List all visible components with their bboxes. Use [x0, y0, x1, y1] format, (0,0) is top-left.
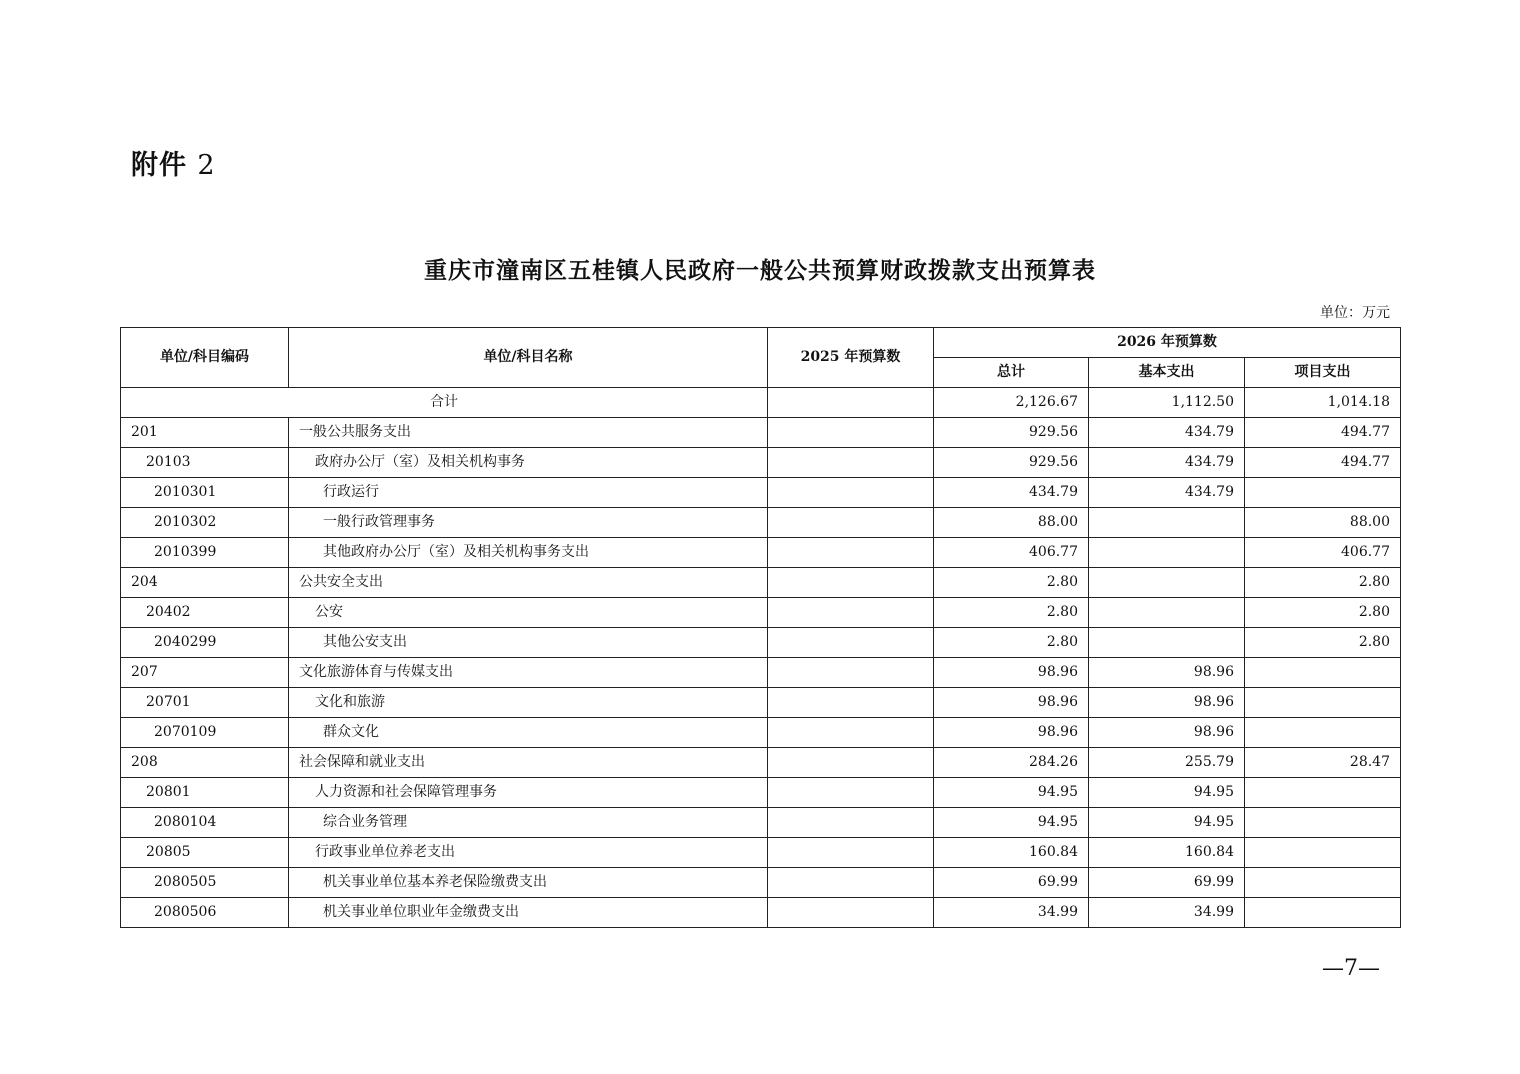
cell-project [1245, 808, 1401, 838]
cell-name: 群众文化 [289, 718, 768, 748]
cell-basic: 434.79 [1089, 418, 1245, 448]
cell-project: 494.77 [1245, 418, 1401, 448]
cell-project: 2.80 [1245, 598, 1401, 628]
cell-total: 69.99 [934, 868, 1089, 898]
cell-code: 2080505 [121, 868, 289, 898]
cell-basic: 94.95 [1089, 778, 1245, 808]
cell-project [1245, 868, 1401, 898]
header-2025: 2025 年预算数 [768, 328, 934, 388]
cell-2025 [768, 778, 934, 808]
cell-basic: 98.96 [1089, 658, 1245, 688]
cell-code: 2080104 [121, 808, 289, 838]
cell-project [1245, 718, 1401, 748]
cell-name: 综合业务管理 [289, 808, 768, 838]
cell-total: 34.99 [934, 898, 1089, 928]
cell-code: 2010301 [121, 478, 289, 508]
table-row [121, 898, 1401, 928]
cell-basic: 434.79 [1089, 478, 1245, 508]
cell-total: 98.96 [934, 658, 1089, 688]
table-row [121, 598, 1401, 628]
total-row [121, 388, 1401, 418]
page-number: —7— [1322, 956, 1380, 981]
table-row [121, 568, 1401, 598]
cell-basic [1089, 568, 1245, 598]
cell-basic: 434.79 [1089, 448, 1245, 478]
cell-basic [1089, 628, 1245, 658]
cell-total: 929.56 [934, 448, 1089, 478]
cell-2025 [768, 568, 934, 598]
total-total: 2,126.67 [934, 388, 1089, 418]
cell-basic: 160.84 [1089, 838, 1245, 868]
cell-2025 [768, 808, 934, 838]
table-row [121, 748, 1401, 778]
cell-code: 2070109 [121, 718, 289, 748]
cell-total: 434.79 [934, 478, 1089, 508]
cell-2025 [768, 748, 934, 778]
cell-2025 [768, 688, 934, 718]
header-total: 总计 [934, 358, 1089, 388]
cell-project: 494.77 [1245, 448, 1401, 478]
cell-total: 98.96 [934, 688, 1089, 718]
cell-code: 2080506 [121, 898, 289, 928]
total-label: 合计 [121, 388, 768, 418]
cell-project: 28.47 [1245, 748, 1401, 778]
cell-code: 20701 [121, 688, 289, 718]
header-name: 单位/科目名称 [289, 328, 768, 388]
cell-name: 人力资源和社会保障管理事务 [289, 778, 768, 808]
cell-project [1245, 778, 1401, 808]
cell-code: 20805 [121, 838, 289, 868]
attachment-text: 附件 [131, 150, 187, 181]
cell-code: 20801 [121, 778, 289, 808]
cell-total: 160.84 [934, 838, 1089, 868]
cell-project [1245, 838, 1401, 868]
cell-2025 [768, 508, 934, 538]
attachment-number: 2 [197, 150, 216, 181]
cell-2025 [768, 538, 934, 568]
table-row [121, 418, 1401, 448]
cell-project [1245, 478, 1401, 508]
table-row [121, 538, 1401, 568]
cell-code: 208 [121, 748, 289, 778]
cell-basic: 94.95 [1089, 808, 1245, 838]
cell-2025 [768, 658, 934, 688]
cell-2025 [768, 898, 934, 928]
table-row [121, 448, 1401, 478]
cell-name: 政府办公厅（室）及相关机构事务 [289, 448, 768, 478]
cell-2025 [768, 868, 934, 898]
cell-code: 20402 [121, 598, 289, 628]
total-2025 [768, 388, 934, 418]
cell-name: 一般公共服务支出 [289, 418, 768, 448]
cell-name: 公安 [289, 598, 768, 628]
cell-total: 88.00 [934, 508, 1089, 538]
cell-project: 88.00 [1245, 508, 1401, 538]
cell-code: 20103 [121, 448, 289, 478]
cell-total: 94.95 [934, 778, 1089, 808]
cell-total: 2.80 [934, 598, 1089, 628]
cell-basic: 69.99 [1089, 868, 1245, 898]
table-row [121, 868, 1401, 898]
table-row [121, 628, 1401, 658]
cell-name: 其他政府办公厅（室）及相关机构事务支出 [289, 538, 768, 568]
cell-total: 406.77 [934, 538, 1089, 568]
cell-basic [1089, 598, 1245, 628]
cell-project: 406.77 [1245, 538, 1401, 568]
cell-name: 一般行政管理事务 [289, 508, 768, 538]
cell-project [1245, 688, 1401, 718]
cell-project: 2.80 [1245, 568, 1401, 598]
cell-name: 其他公安支出 [289, 628, 768, 658]
cell-total: 94.95 [934, 808, 1089, 838]
cell-total: 98.96 [934, 718, 1089, 748]
cell-basic: 255.79 [1089, 748, 1245, 778]
cell-code: 207 [121, 658, 289, 688]
cell-code: 201 [121, 418, 289, 448]
cell-name: 文化和旅游 [289, 688, 768, 718]
table-row [121, 658, 1401, 688]
cell-basic [1089, 508, 1245, 538]
cell-name: 行政运行 [289, 478, 768, 508]
cell-total: 929.56 [934, 418, 1089, 448]
cell-name: 机关事业单位基本养老保险缴费支出 [289, 868, 768, 898]
cell-total: 2.80 [934, 628, 1089, 658]
unit-label: 单位：万元 [1320, 305, 1390, 321]
attachment-label [131, 143, 216, 182]
total-project: 1,014.18 [1245, 388, 1401, 418]
page-title: 重庆市潼南区五桂镇人民政府一般公共预算财政拨款支出预算表 [424, 257, 1096, 284]
cell-total: 284.26 [934, 748, 1089, 778]
table-row [121, 718, 1401, 748]
cell-code: 2010399 [121, 538, 289, 568]
header-code: 单位/科目编码 [121, 328, 289, 388]
cell-total: 2.80 [934, 568, 1089, 598]
cell-code: 2040299 [121, 628, 289, 658]
cell-basic: 98.96 [1089, 718, 1245, 748]
cell-2025 [768, 838, 934, 868]
header-2026: 2026 年预算数 [934, 328, 1401, 358]
budget-table [120, 327, 1401, 928]
cell-name: 文化旅游体育与传媒支出 [289, 658, 768, 688]
cell-name: 行政事业单位养老支出 [289, 838, 768, 868]
table-row [121, 838, 1401, 868]
table-row [121, 478, 1401, 508]
cell-2025 [768, 598, 934, 628]
cell-name: 公共安全支出 [289, 568, 768, 598]
cell-2025 [768, 478, 934, 508]
header-basic: 基本支出 [1089, 358, 1245, 388]
cell-basic: 98.96 [1089, 688, 1245, 718]
table-row [121, 778, 1401, 808]
cell-name: 机关事业单位职业年金缴费支出 [289, 898, 768, 928]
cell-2025 [768, 448, 934, 478]
cell-2025 [768, 628, 934, 658]
cell-code: 2010302 [121, 508, 289, 538]
table-row [121, 508, 1401, 538]
total-basic: 1,112.50 [1089, 388, 1245, 418]
table-row [121, 688, 1401, 718]
cell-project: 2.80 [1245, 628, 1401, 658]
cell-name: 社会保障和就业支出 [289, 748, 768, 778]
cell-code: 204 [121, 568, 289, 598]
cell-basic: 34.99 [1089, 898, 1245, 928]
cell-2025 [768, 418, 934, 448]
header-project: 项目支出 [1245, 358, 1401, 388]
cell-2025 [768, 718, 934, 748]
cell-project [1245, 898, 1401, 928]
table-row [121, 808, 1401, 838]
cell-project [1245, 658, 1401, 688]
cell-basic [1089, 538, 1245, 568]
